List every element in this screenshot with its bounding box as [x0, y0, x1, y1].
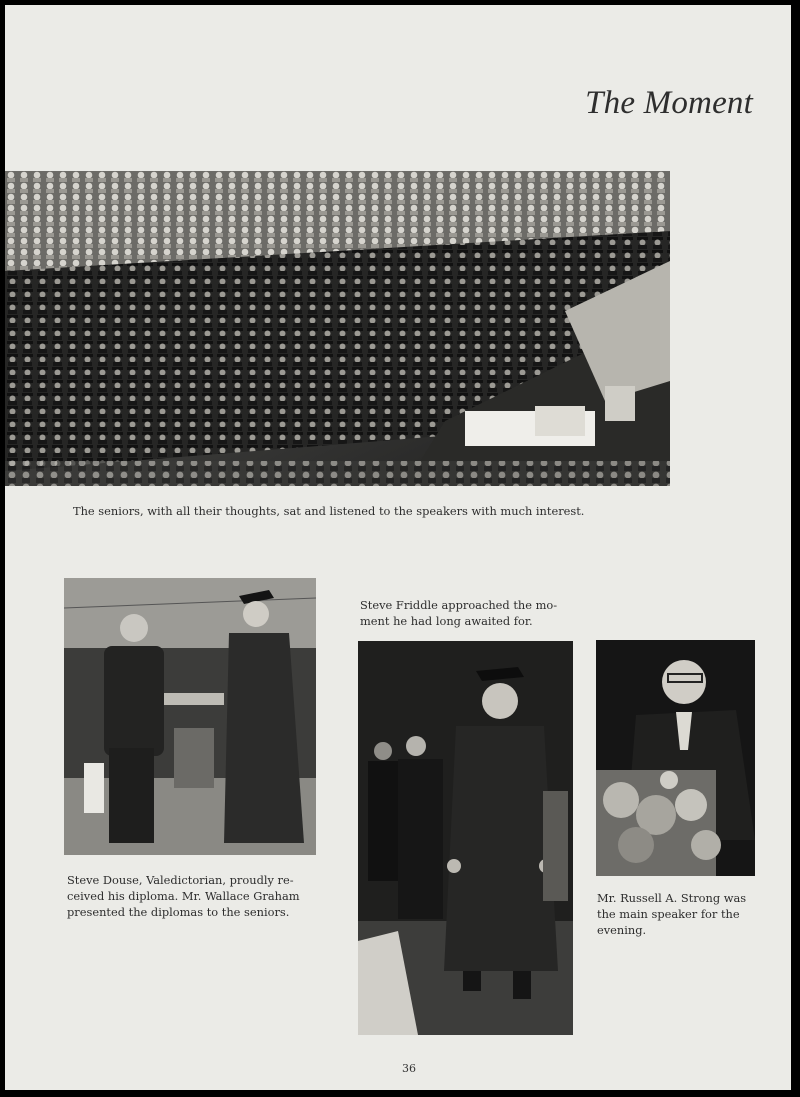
page-title: The Moment — [585, 85, 753, 121]
caption-line: ceived his diploma. Mr. Wallace Graham — [67, 889, 300, 903]
speaker-photo — [596, 640, 755, 876]
auditorium-photo — [5, 171, 670, 486]
caption-line: Steve Friddle approached the mo- — [360, 598, 558, 612]
caption-line: Mr. Russell A. Strong was — [597, 891, 747, 905]
valedictorian-photo — [64, 578, 316, 855]
yearbook-page — [5, 5, 791, 1090]
caption-line: the main speaker for the — [597, 907, 740, 921]
caption-line: ment he had long awaited for. — [360, 614, 533, 628]
caption-line: Steve Douse, Valedictorian, proudly re- — [67, 873, 294, 887]
friddle-caption — [360, 597, 580, 629]
caption-line: evening. — [597, 923, 647, 937]
page-number: 36 — [402, 1062, 416, 1075]
speaker-caption — [597, 890, 762, 938]
auditorium-caption: The seniors, with all their thoughts, sat and listened to the speakers with much interest. — [73, 504, 585, 518]
friddle-photo — [358, 641, 573, 1035]
valedictorian-caption — [67, 872, 327, 920]
caption-line: presented the diplomas to the seniors. — [67, 905, 290, 919]
